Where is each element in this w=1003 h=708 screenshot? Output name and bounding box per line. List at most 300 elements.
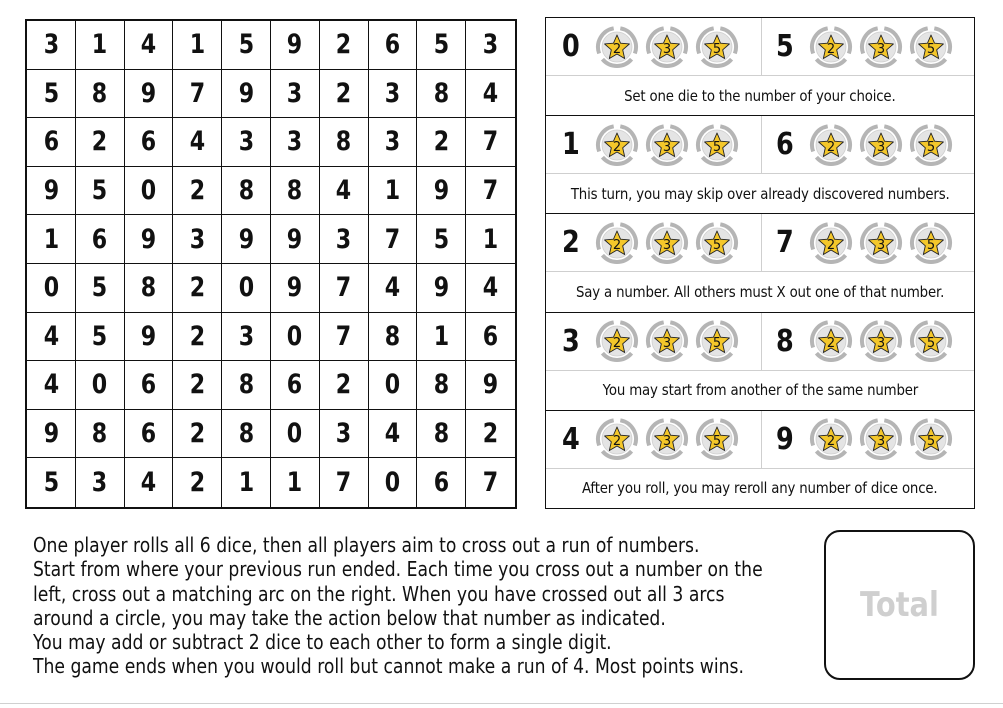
star-badge[interactable] — [594, 122, 640, 168]
grid-cell-number: 3 — [287, 126, 303, 158]
grid-cell[interactable] — [417, 70, 466, 119]
grid-cell[interactable] — [27, 361, 76, 410]
total-label: Total — [860, 585, 939, 625]
grid-cell-number: 2 — [482, 418, 499, 450]
star-value: 5 — [712, 237, 722, 253]
digit-track — [761, 313, 975, 370]
star-badge[interactable] — [808, 122, 854, 168]
star-badge[interactable] — [908, 416, 954, 462]
star-badge[interactable] — [858, 220, 904, 266]
grid-cell[interactable] — [76, 21, 125, 70]
grid-cell-number: 7 — [482, 126, 499, 158]
grid-cell-number: 3 — [482, 29, 499, 61]
star-value: 2 — [826, 237, 835, 253]
grid-cell-number: 2 — [91, 126, 108, 158]
star-badges — [808, 220, 954, 266]
rules-text — [33, 533, 813, 679]
grid-cell-number: 8 — [433, 418, 449, 450]
grid-cell-number: 6 — [482, 320, 499, 352]
grid-cell[interactable] — [76, 264, 125, 313]
grid-cell-number: 0 — [91, 369, 108, 401]
star-value: 2 — [826, 41, 835, 57]
grid-cell[interactable] — [466, 458, 515, 507]
star-value: 2 — [826, 336, 835, 352]
star-value: 5 — [926, 237, 935, 253]
action-row — [546, 214, 974, 312]
digit-track — [546, 214, 761, 271]
grid-cell[interactable] — [320, 361, 369, 410]
grid-cell-number: 6 — [140, 126, 157, 158]
grid-cell[interactable] — [466, 118, 515, 167]
grid-cell-number: 2 — [189, 467, 205, 499]
star-value: 2 — [612, 434, 622, 450]
star-value: 3 — [662, 139, 672, 155]
grid-cell-number: 4 — [384, 418, 401, 450]
grid-cell-number: 4 — [482, 272, 499, 304]
grid-cell-number: 2 — [433, 126, 449, 158]
star-value: 2 — [826, 434, 835, 450]
track-digit: 7 — [775, 225, 794, 261]
grid-cell-number: 8 — [433, 77, 449, 109]
grid-cell[interactable] — [271, 118, 320, 167]
grid-cell-number: 0 — [43, 272, 59, 304]
grid-cell-number: 3 — [335, 223, 352, 255]
grid-cell-number: 3 — [238, 320, 254, 352]
grid-cell-number: 8 — [433, 369, 449, 401]
grid-cell-number: 0 — [140, 175, 157, 207]
star-badge[interactable] — [908, 122, 954, 168]
star-badge[interactable] — [908, 318, 954, 364]
grid-cell[interactable] — [369, 410, 418, 459]
grid-cell[interactable] — [466, 361, 515, 410]
digit-pair — [546, 18, 974, 76]
digit-track — [761, 411, 975, 468]
grid-cell[interactable] — [173, 215, 222, 264]
track-digit: 8 — [775, 323, 794, 359]
grid-cell[interactable] — [222, 410, 271, 459]
grid-cell-number: 8 — [91, 418, 108, 450]
star-badges — [594, 416, 740, 462]
grid-cell-number: 4 — [335, 175, 352, 207]
grid-cell-number: 3 — [287, 77, 303, 109]
grid-cell[interactable] — [417, 410, 466, 459]
grid-cell-number: 0 — [287, 418, 303, 450]
grid-cell-number: 8 — [238, 418, 254, 450]
grid-cell[interactable] — [76, 70, 125, 119]
action-label: Say a number. All others must X out one of that number. — [575, 283, 945, 301]
grid-cell-number: 6 — [433, 467, 449, 499]
grid-cell-number: 1 — [189, 29, 205, 61]
grid-cell[interactable] — [173, 118, 222, 167]
grid-cell-number: 9 — [238, 223, 254, 255]
grid-cell[interactable] — [320, 264, 369, 313]
action-text — [546, 371, 974, 410]
action-row — [546, 411, 974, 508]
grid-cell-number: 2 — [189, 272, 205, 304]
grid-cell-number: 1 — [287, 467, 303, 499]
star-badge[interactable] — [858, 122, 904, 168]
action-label: This turn, you may skip over already discovered numbers. — [570, 184, 950, 203]
star-value: 2 — [612, 336, 622, 352]
grid-cell[interactable] — [417, 167, 466, 216]
total-box[interactable] — [824, 530, 975, 680]
star-value: 5 — [712, 336, 722, 352]
grid-cell-number: 6 — [43, 126, 59, 158]
grid-cell-number: 7 — [482, 467, 499, 499]
grid-cell-number: 9 — [238, 77, 254, 109]
grid-cell-number: 0 — [238, 272, 254, 304]
star-badge[interactable] — [858, 318, 904, 364]
grid-cell[interactable] — [271, 264, 320, 313]
grid-cell[interactable] — [173, 167, 222, 216]
grid-cell-number: 2 — [189, 175, 205, 207]
star-badge[interactable] — [694, 416, 740, 462]
grid-cell-number: 9 — [43, 175, 59, 207]
grid-cell[interactable] — [271, 70, 320, 119]
grid-cell-number: 9 — [140, 320, 157, 352]
grid-cell[interactable] — [27, 313, 76, 362]
grid-cell[interactable] — [173, 410, 222, 459]
star-badge[interactable] — [808, 318, 854, 364]
grid-cell-number: 8 — [335, 126, 352, 158]
grid-cell[interactable] — [417, 118, 466, 167]
grid-cell-number: 4 — [140, 467, 157, 499]
action-row — [546, 18, 974, 116]
rules-line: The game ends when you would roll but cannot make a run of 4. Most points wins. — [33, 654, 744, 679]
grid-cell-number: 9 — [433, 272, 449, 304]
grid-cell-number: 5 — [238, 29, 254, 61]
grid-cell[interactable] — [222, 167, 271, 216]
rules-line: left, cross out a matching arc on the right. When you have crossed out all 3 arcs — [33, 581, 725, 606]
grid-cell-number: 3 — [238, 126, 254, 158]
grid-cell-number: 6 — [384, 29, 401, 61]
grid-cell[interactable] — [76, 458, 125, 507]
grid-cell-number: 0 — [384, 369, 401, 401]
grid-cell-number: 5 — [91, 272, 108, 304]
grid-cell[interactable] — [466, 264, 515, 313]
grid-cell[interactable] — [369, 167, 418, 216]
grid-cell-number: 4 — [43, 320, 59, 352]
star-badge[interactable] — [908, 24, 954, 70]
grid-cell-number: 1 — [384, 175, 401, 207]
grid-cell-number: 6 — [140, 418, 157, 450]
track-digit: 2 — [562, 225, 580, 261]
rules-line: One player rolls all 6 dice, then all players aim to cross out a run of numbers. — [33, 533, 700, 557]
grid-cell-number: 3 — [43, 29, 59, 61]
digit-pair — [546, 116, 974, 174]
action-text — [546, 469, 974, 508]
grid-cell[interactable] — [466, 21, 515, 70]
star-badge[interactable] — [644, 122, 690, 168]
star-badge[interactable] — [594, 220, 640, 266]
grid-cell[interactable] — [125, 167, 174, 216]
star-badges — [594, 24, 740, 70]
action-text — [546, 174, 974, 213]
grid-cell[interactable] — [173, 458, 222, 507]
grid-cell[interactable] — [222, 118, 271, 167]
grid-cell[interactable] — [125, 215, 174, 264]
rules-line: around a circle, you may take the action below that number as indicated. — [33, 605, 666, 630]
grid-cell[interactable] — [271, 167, 320, 216]
grid-cell[interactable] — [125, 313, 174, 362]
digit-track — [546, 18, 761, 75]
star-value: 3 — [876, 434, 885, 450]
star-value: 5 — [712, 434, 722, 450]
grid-cell[interactable] — [173, 21, 222, 70]
grid-cell-number: 2 — [335, 369, 352, 401]
grid-cell[interactable] — [222, 264, 271, 313]
grid-cell-number: 0 — [384, 467, 401, 499]
star-value: 3 — [662, 237, 672, 253]
grid-cell[interactable] — [320, 167, 369, 216]
grid-cell-number: 2 — [335, 77, 352, 109]
grid-cell[interactable] — [271, 215, 320, 264]
star-badge[interactable] — [594, 24, 640, 70]
star-value: 2 — [826, 139, 835, 155]
grid-cell-number: 5 — [433, 223, 449, 255]
grid-cell-number: 2 — [189, 320, 205, 352]
star-badge[interactable] — [808, 24, 854, 70]
digit-track — [546, 313, 761, 370]
star-value: 3 — [876, 41, 885, 57]
star-value: 5 — [926, 336, 935, 352]
grid-cell-number: 7 — [335, 272, 352, 304]
grid-cell[interactable] — [417, 21, 466, 70]
grid-cell-number: 5 — [433, 29, 449, 61]
star-badge[interactable] — [644, 220, 690, 266]
action-row — [546, 116, 974, 214]
grid-cell-number: 2 — [189, 418, 205, 450]
grid-cell[interactable] — [320, 21, 369, 70]
grid-cell[interactable] — [466, 215, 515, 264]
grid-cell[interactable] — [125, 264, 174, 313]
star-value: 3 — [876, 237, 885, 253]
star-value: 3 — [662, 41, 672, 57]
grid-cell[interactable] — [125, 361, 174, 410]
digit-track — [761, 116, 975, 173]
grid-cell[interactable] — [417, 361, 466, 410]
grid-cell[interactable] — [271, 410, 320, 459]
grid-cell-number: 6 — [91, 223, 108, 255]
track-digit: 3 — [562, 323, 580, 359]
star-value: 5 — [712, 41, 722, 57]
grid-cell-number: 0 — [287, 320, 303, 352]
grid-cell[interactable] — [369, 215, 418, 264]
star-badges — [808, 318, 954, 364]
grid-cell[interactable] — [125, 458, 174, 507]
grid-cell[interactable] — [125, 70, 174, 119]
grid-cell[interactable] — [271, 313, 320, 362]
star-badge[interactable] — [694, 24, 740, 70]
grid-cell-number: 8 — [287, 175, 303, 207]
digit-pair — [546, 411, 974, 469]
grid-cell-number: 8 — [91, 77, 108, 109]
grid-cell[interactable] — [222, 361, 271, 410]
star-badge[interactable] — [594, 318, 640, 364]
grid-cell[interactable] — [173, 361, 222, 410]
star-badge[interactable] — [694, 318, 740, 364]
grid-cell-number: 3 — [189, 223, 205, 255]
grid-cell-number: 8 — [384, 320, 401, 352]
grid-cell[interactable] — [466, 410, 515, 459]
grid-cell[interactable] — [369, 313, 418, 362]
grid-cell[interactable] — [369, 70, 418, 119]
grid-cell[interactable] — [222, 458, 271, 507]
grid-cell[interactable] — [27, 118, 76, 167]
star-value: 2 — [612, 41, 622, 57]
grid-cell[interactable] — [466, 167, 515, 216]
star-value: 3 — [876, 139, 885, 155]
grid-cell-number: 4 — [140, 29, 157, 61]
star-value: 2 — [612, 139, 622, 155]
grid-cell[interactable] — [27, 21, 76, 70]
star-badge[interactable] — [644, 416, 690, 462]
grid-cell-number: 1 — [238, 467, 254, 499]
grid-cell[interactable] — [320, 410, 369, 459]
grid-cell[interactable] — [320, 313, 369, 362]
grid-cell[interactable] — [369, 21, 418, 70]
star-badge[interactable] — [644, 24, 690, 70]
grid-cell[interactable] — [27, 70, 76, 119]
grid-cell-number: 7 — [335, 467, 352, 499]
grid-cell[interactable] — [125, 410, 174, 459]
grid-cell-number: 9 — [482, 369, 499, 401]
grid-cell-number: 9 — [140, 77, 157, 109]
star-badges — [808, 122, 954, 168]
grid-cell[interactable] — [271, 361, 320, 410]
grid-cell[interactable] — [320, 458, 369, 507]
grid-cell-number: 3 — [384, 77, 401, 109]
grid-cell[interactable] — [173, 70, 222, 119]
grid-cell-number: 1 — [482, 223, 499, 255]
star-badges — [808, 416, 954, 462]
action-text — [546, 76, 974, 115]
digit-track — [761, 214, 975, 271]
grid-cell-number: 6 — [140, 369, 157, 401]
star-value: 3 — [662, 336, 672, 352]
star-value: 5 — [926, 139, 935, 155]
grid-cell[interactable] — [271, 458, 320, 507]
grid-cell-number: 3 — [91, 467, 108, 499]
star-badge[interactable] — [858, 416, 904, 462]
grid-cell-number: 3 — [384, 126, 401, 158]
track-digit: 5 — [775, 29, 794, 64]
star-badge[interactable] — [808, 416, 854, 462]
star-value: 5 — [712, 139, 722, 155]
grid-cell[interactable] — [369, 264, 418, 313]
grid-cell-number: 5 — [43, 77, 59, 109]
star-badges — [594, 220, 740, 266]
grid-cell[interactable] — [222, 70, 271, 119]
grid-cell-number: 9 — [287, 29, 303, 61]
digit-pair — [546, 214, 974, 272]
grid-cell-number: 7 — [482, 175, 499, 207]
grid-cell[interactable] — [76, 361, 125, 410]
grid-cell[interactable] — [173, 264, 222, 313]
grid-cell-number: 2 — [335, 29, 352, 61]
grid-cell[interactable] — [76, 167, 125, 216]
grid-cell-number: 1 — [43, 223, 59, 255]
action-label: Set one die to the number of your choice. — [624, 86, 896, 105]
grid-cell[interactable] — [76, 118, 125, 167]
grid-cell[interactable] — [271, 21, 320, 70]
digit-track — [546, 116, 761, 173]
star-badge[interactable] — [594, 416, 640, 462]
grid-cell[interactable] — [417, 264, 466, 313]
grid-cell[interactable] — [222, 313, 271, 362]
grid-cell[interactable] — [27, 215, 76, 264]
grid-cell-number: 4 — [43, 369, 59, 401]
action-label: You may start from another of the same number — [602, 381, 918, 400]
track-digit: 9 — [775, 421, 794, 457]
grid-cell-number: 7 — [189, 77, 205, 109]
grid-cell[interactable] — [466, 313, 515, 362]
grid-cell[interactable] — [320, 118, 369, 167]
star-badge[interactable] — [694, 122, 740, 168]
star-badge[interactable] — [858, 24, 904, 70]
action-text — [546, 272, 974, 311]
grid-cell[interactable] — [417, 458, 466, 507]
grid-cell-number: 8 — [238, 369, 254, 401]
grid-cell-number: 8 — [140, 272, 157, 304]
grid-cell-number: 5 — [43, 467, 59, 499]
grid-cell[interactable] — [417, 313, 466, 362]
grid-cell[interactable] — [466, 70, 515, 119]
star-badge[interactable] — [808, 220, 854, 266]
grid-cell[interactable] — [76, 313, 125, 362]
grid-cell[interactable] — [27, 264, 76, 313]
star-badge[interactable] — [694, 220, 740, 266]
grid-cell-number: 7 — [384, 223, 401, 255]
star-badges — [808, 24, 954, 70]
grid-cell[interactable] — [27, 458, 76, 507]
grid-cell-number: 8 — [238, 175, 254, 207]
number-grid — [25, 19, 517, 509]
digit-track — [761, 18, 975, 75]
star-badge[interactable] — [908, 220, 954, 266]
grid-cell[interactable] — [125, 118, 174, 167]
grid-cell[interactable] — [320, 215, 369, 264]
grid-cell[interactable] — [369, 118, 418, 167]
track-digit: 4 — [562, 421, 580, 457]
grid-cell-number: 9 — [140, 223, 157, 255]
grid-cell-number: 2 — [189, 369, 205, 401]
grid-cell[interactable] — [320, 70, 369, 119]
grid-cell[interactable] — [369, 458, 418, 507]
grid-cell-number: 9 — [287, 223, 303, 255]
star-value: 2 — [612, 237, 622, 253]
grid-cell[interactable] — [76, 215, 125, 264]
grid-cell[interactable] — [76, 410, 125, 459]
grid-cell[interactable] — [222, 21, 271, 70]
grid-cell[interactable] — [173, 313, 222, 362]
grid-cell-number: 9 — [43, 418, 59, 450]
track-digit: 1 — [562, 127, 580, 163]
star-value: 3 — [662, 434, 672, 450]
rules-line: You may add or subtract 2 dice to each other to form a single digit. — [33, 630, 612, 655]
grid-cell[interactable] — [125, 21, 174, 70]
action-row — [546, 313, 974, 411]
grid-cell[interactable] — [27, 410, 76, 459]
track-digit: 6 — [775, 127, 794, 163]
grid-cell[interactable] — [369, 361, 418, 410]
grid-cell-number: 1 — [91, 29, 108, 61]
grid-cell[interactable] — [27, 167, 76, 216]
grid-cell-number: 5 — [91, 175, 108, 207]
star-badge[interactable] — [644, 318, 690, 364]
grid-cell[interactable] — [222, 215, 271, 264]
grid-cell[interactable] — [417, 215, 466, 264]
